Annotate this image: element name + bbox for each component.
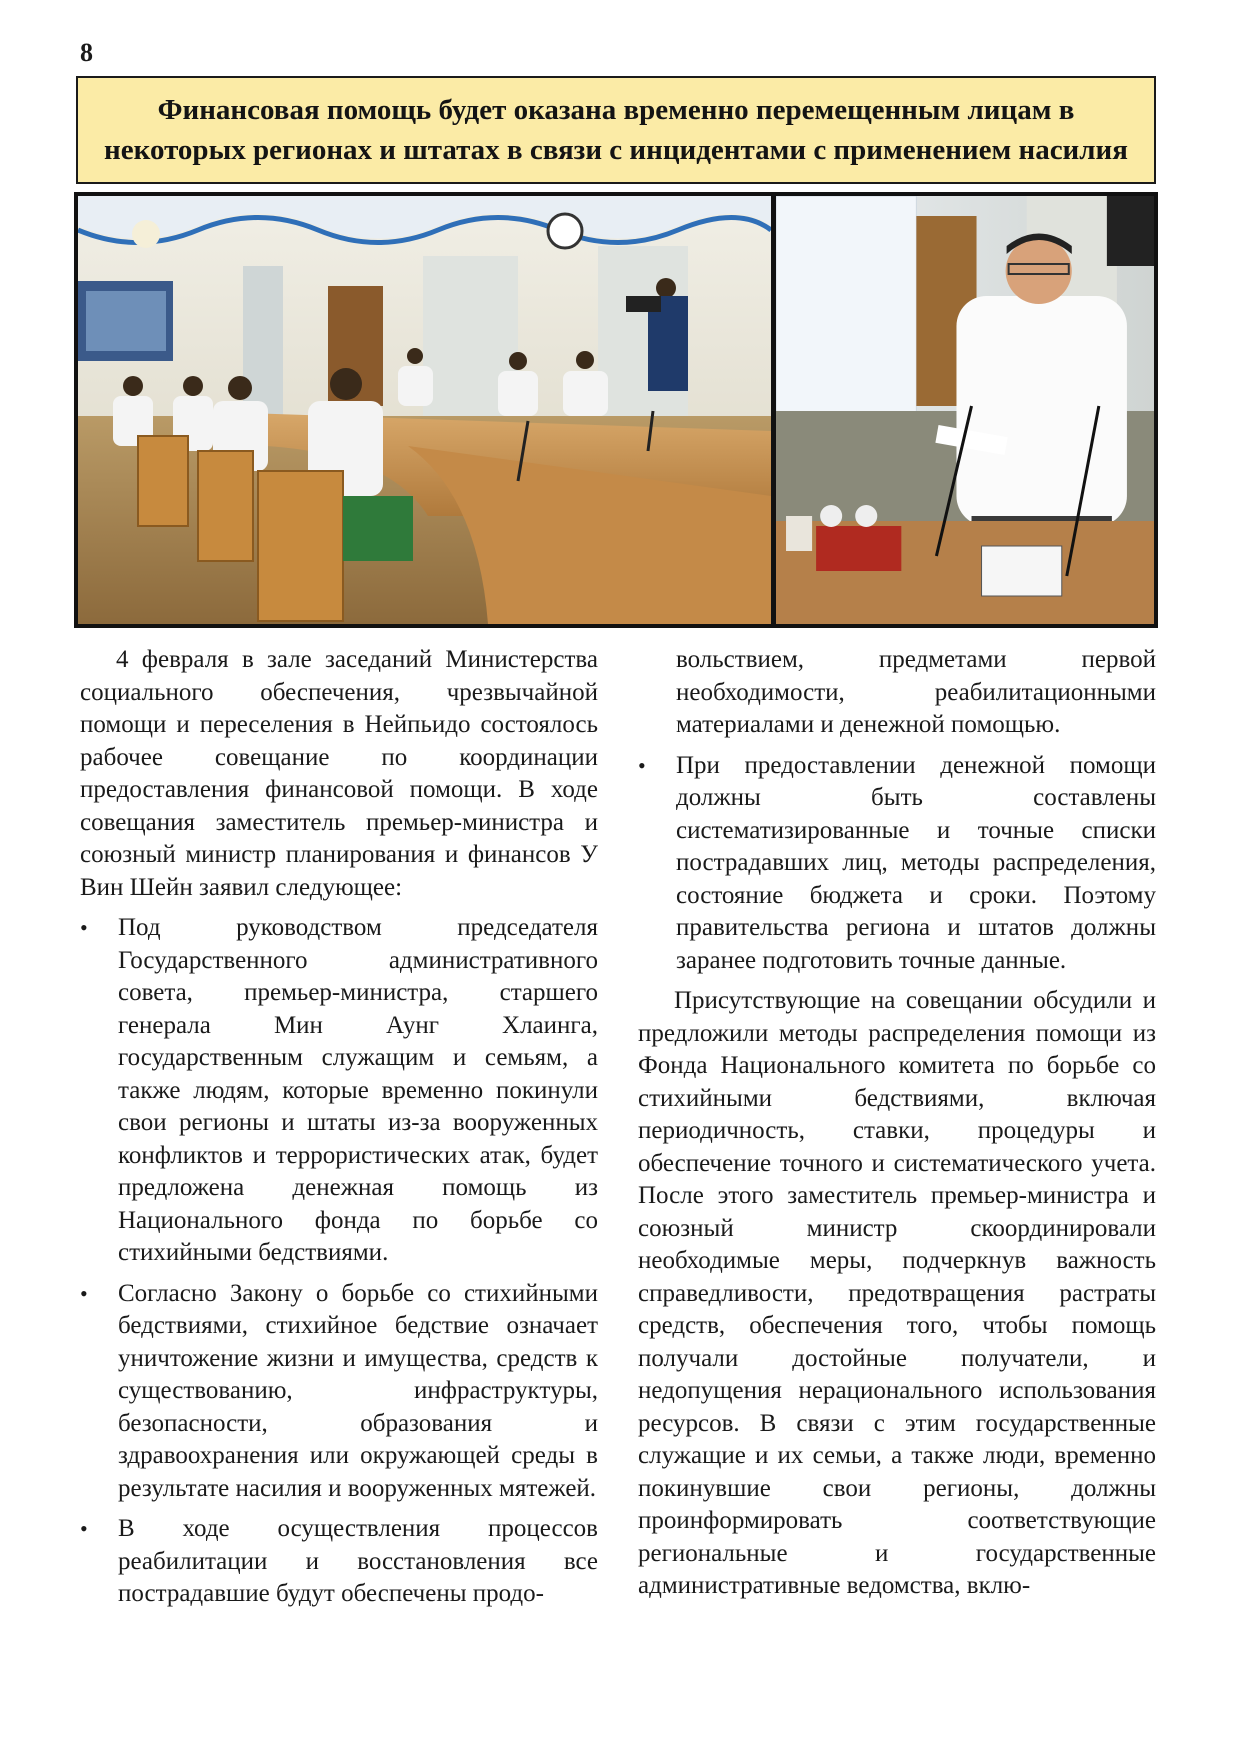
closing-paragraph: Присутствующие на совещании обсудили и предложили методы распределения помощи из Фонда Национального комитета по борьбе со стихийными бедствиями, включая периодичность, ставки, процедуры и обеспечение точного и систематического учета. После этого заместитель премьер-министра и союзный министр скоординировали необходимые меры, подчеркнув важность справедливости, предотвращения растраты средств, обеспечения того, чтобы помощь получали достойные получатели, и недопущения нерационального использования ресурсов. В связи с этим государственные служащие и их семьи, а также люди, временно покинувшие свои регионы, должны проинформировать соответствующие региональные и государственные административные ведомства, вклю-	[638, 987, 1156, 1599]
bullet-item: • Согласно Закону о борьбе со стихийными бедствиями, стихийное бедствие означает уничтожение жизни и имущества, средств к существованию, инфраструктуры, безопасности, образования и здравоохранения или окружающей среды в результате насилия и вооруженных мятежей.	[80, 1278, 598, 1506]
bullet-item: • Под руководством председателя Государственного административного совета, премьер-министра, старшего генерала Мин Аунг Хлаинга, государственным служащим и семьям, а также людям, которые временно покинули свои регионы и штаты из-за вооруженных конфликтов и террористических атак, будет предложена денежная помощь из Национального фонда по борьбе со стихийными бедствиями.	[80, 912, 598, 1270]
bullet-item: • При предоставлении денежной помощи должны быть составлены систематизированные и точные списки пострадавших лиц, методы распределения, состояние бюджета и сроки. Поэтому правительства региона и штатов должны заранее подготовить точные данные.	[638, 750, 1156, 978]
bullet-item-continued: вольствием, предметами первой необходимости, реабилитационными материалами и денежной помощью.	[676, 646, 1156, 738]
bullet-item: • В ходе осуществления процессов реабилитации и восстановления все пострадавшие будут обеспечены продо-	[80, 1513, 598, 1611]
speaker-photo	[776, 196, 1154, 624]
column-left	[80, 644, 598, 1724]
column-right	[638, 644, 1156, 1724]
headline: Финансовая помощь будет оказана временно перемещенным лицам в некоторых регионах и штатах в связи с инцидентами с применением насилия	[104, 94, 1128, 166]
photo-strip	[74, 192, 1158, 628]
article-body	[80, 644, 1156, 1724]
headline-box	[76, 76, 1156, 184]
bullet-list-right	[638, 644, 1156, 977]
intro-paragraph: 4 февраля в зале заседаний Министерства социального обеспечения, чрезвычайной помощи и переселения в Нейпьидо состоялось рабочее совещание по координации предоставления финансовой помощи. В ходе совещания заместитель премьер-министра и союзный министр планирования и финансов У Вин Шейн заявил следующее:	[80, 646, 598, 901]
meeting-room-photo	[78, 196, 771, 624]
bullet-list-left	[80, 912, 598, 1611]
page-number: 8	[80, 38, 93, 67]
